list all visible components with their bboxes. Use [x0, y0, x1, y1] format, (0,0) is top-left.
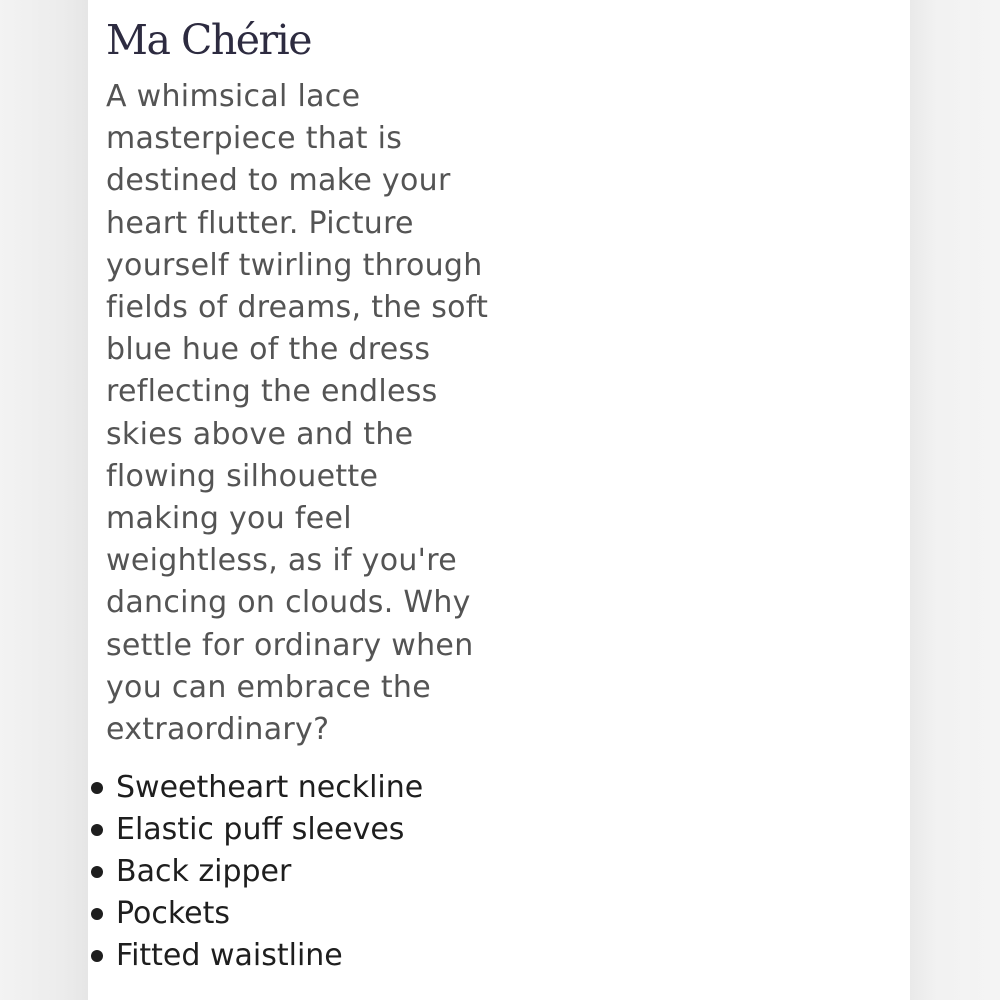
product-title: Ma Chérie [106, 16, 311, 64]
feature-label: Sweetheart neckline [116, 770, 424, 805]
product-features-list [88, 767, 588, 977]
bullet-dot-icon [91, 908, 103, 920]
product-details-panel [88, 0, 910, 1000]
feature-label: Back zipper [116, 854, 292, 889]
feature-item-pockets [88, 893, 588, 935]
bullet-dot-icon [91, 782, 103, 794]
left-margin-shadow [0, 0, 88, 1000]
bullet-dot-icon [91, 824, 103, 836]
feature-item-elastic-puff-sleeves [88, 809, 588, 851]
bullet-dot-icon [91, 866, 103, 878]
feature-label: Fitted waistline [116, 938, 343, 973]
feature-item-sweetheart-neckline [88, 767, 588, 809]
product-description: A whimsical lace masterpiece that is destined to make your heart flutter. Picture yourself twirling through fields of dreams, the soft blue hue of the dress reflecting the endless skies above and the flowing silhouette making you feel weightless, as if you're dancing on clouds. Why settle for ordinary when you can embrace the extraordinary? [106, 79, 489, 748]
feature-item-back-zipper [88, 851, 588, 893]
feature-label: Elastic puff sleeves [116, 812, 405, 847]
feature-item-fitted-waistline [88, 935, 588, 977]
right-margin-shadow [910, 0, 1000, 1000]
feature-label: Pockets [116, 896, 231, 931]
bullet-dot-icon [91, 950, 103, 962]
